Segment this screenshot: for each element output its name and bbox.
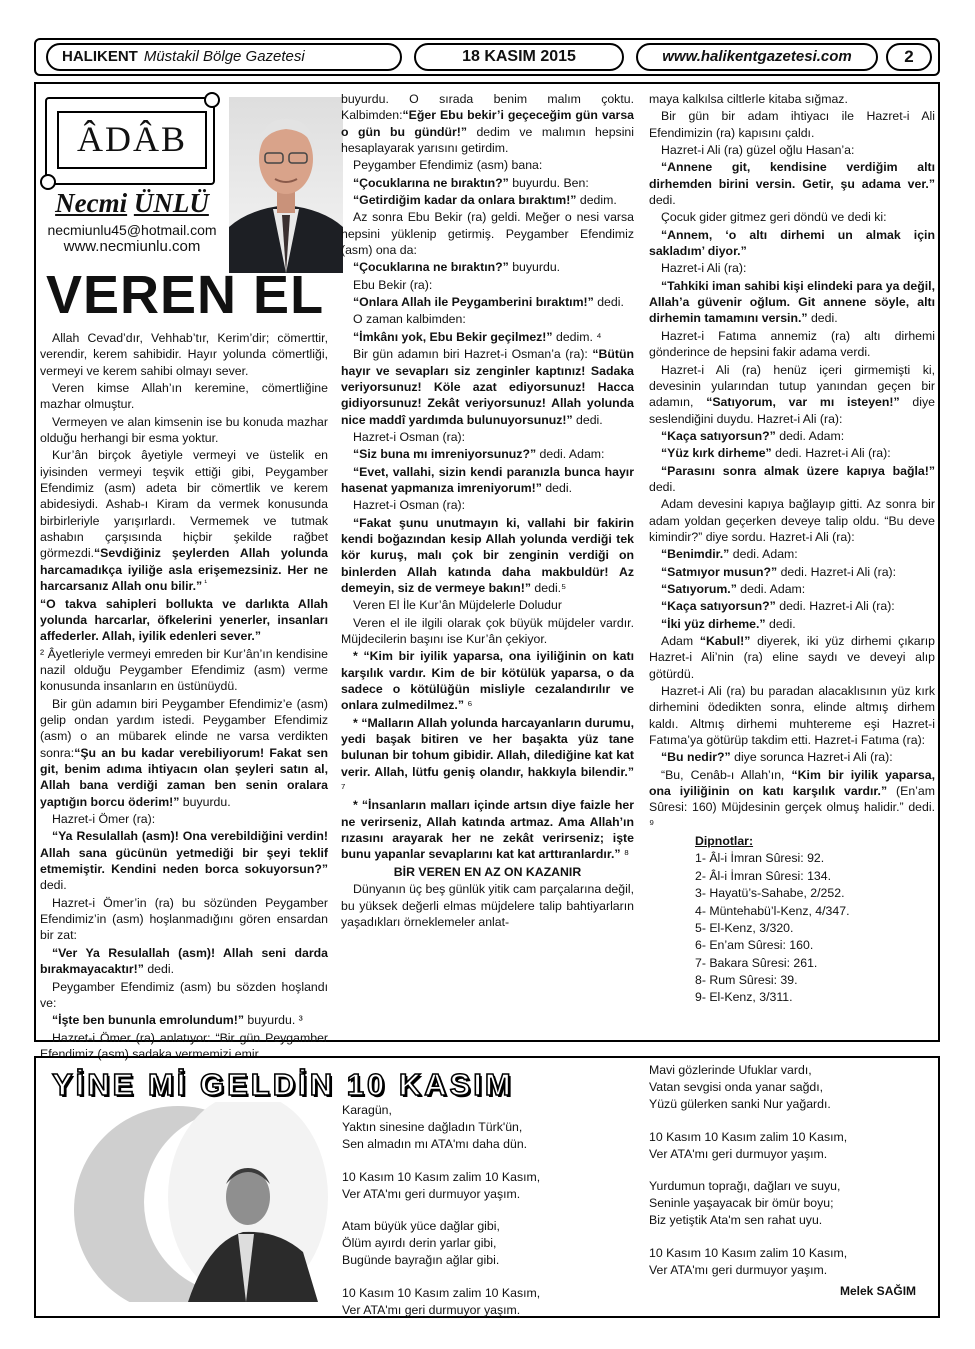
paragraph-text: ¹ [202, 578, 208, 588]
article-paragraph [649, 142, 935, 158]
paragraph-text: Ebu Bekir (ra): [353, 277, 433, 292]
article-paragraph [341, 346, 634, 428]
author-website[interactable]: www.necmiunlu.com [63, 237, 201, 255]
article-paragraph [341, 175, 634, 191]
article-paragraph [40, 895, 328, 944]
paragraph-text: Bir gün bir adam ihtiyacı ile Hazret-i Ali Efendimizin (ra) kapısını çaldı. [649, 109, 935, 140]
paragraph-text: Peygamber Efendimiz (asm) bu sözden hoşlandı ve: [40, 979, 328, 1010]
article-paragraph [40, 447, 328, 594]
article-paragraph [649, 767, 935, 832]
bold-quote: “Parasını sonra almak üzere kapıya bağla!” [661, 463, 935, 478]
issue-date: 18 KASIM 2015 [414, 43, 624, 71]
poem-title: YİNE Mİ GELDİN 10 KASIM [52, 1067, 514, 1102]
paragraph-text: ⁷ [341, 781, 346, 796]
article-paragraph [341, 192, 634, 208]
author-email[interactable]: necmiunlu45@hotmail.com [47, 221, 217, 238]
author-last-name: ÜNLÜ [133, 188, 209, 218]
paragraph-text: Adam [661, 634, 694, 648]
bold-quote: “Şu an bu kadar verebiliyorum! Fakat sen git, benim adıma ihtiyacın olan şeyleri satın al, Allah bana verdiği zaman ben senin oralara yaptığın borcu öderim!” [40, 745, 328, 809]
bold-quote: “Ya Resulallah (asm)! Ona verebildiğini verdin! Allah sana gücünün yetmediği bir şeyi teklif etmemiştir. Kendini neden borca sokuyorsun?” [40, 829, 328, 877]
paragraph-text: dedi. [40, 878, 67, 893]
paragraph-text: dedi. Hazret-i Ali (ra): [775, 599, 895, 614]
poem-stanza [649, 1178, 939, 1230]
paragraph-text: Hazret-i Ali (ra): [661, 261, 747, 276]
scroll-curl-icon [204, 92, 220, 108]
poem-line: Bugünde bayrağın ağlar gibi. [342, 1253, 500, 1268]
poem-stanza [342, 1285, 632, 1319]
paragraph-text: dedi. Adam: [536, 447, 605, 462]
article-paragraph [341, 648, 634, 713]
article-paragraph [40, 414, 328, 447]
poem-stanza [649, 1062, 939, 1114]
poem-line: Karagün, [342, 1103, 392, 1117]
bold-quote: “Siz buna mı imreniyorsunuz?” [353, 447, 537, 462]
poem-line: Atam büyük yüce dağlar gibi, [342, 1219, 500, 1234]
paragraph-text: buyurdu. Ben: [508, 175, 589, 190]
article-column-3 [649, 91, 935, 1007]
crescent-moon-portrait-icon [58, 1102, 338, 1302]
article-paragraph [40, 380, 328, 413]
article-paragraph [341, 464, 634, 497]
article-paragraph [341, 446, 634, 462]
bold-quote: “Bu nedir?” [661, 750, 731, 765]
article-paragraph [649, 683, 935, 748]
paragraph-text: dedi. [143, 962, 174, 977]
bold-quote: * “Kim bir iyilik yaparsa, ona iyiliğinin on katı karşılık vardır. Kim de bir kötülük yaparsa, o da sadece o kötülüğün misliyle cezalandırılır ve onlara zulmedilmez.” [341, 649, 634, 713]
paragraph-text: Kur’ân birçok âyetiyle vermeyi ve üstelik en iyisinden vermeyi teşvik ettiği gibi, Peygamber Efendimiz (asm) adeta bir cömertlik ve kerem abidesiydi. Ashab-ı Kiram da vermek konusunda birbirleriyle yarışırlardı. Vermemek ve tutmak ashabın çarşısında hiçbir şekilde rağbet görmezdi. [40, 448, 328, 561]
footnote-item: 7- Bakara Sûresi: 261. [695, 955, 818, 970]
poem-line: 10 Kasım 10 Kasım zalim 10 Kasım, [649, 1129, 848, 1144]
bold-quote: “Getirdiğim kadar da onlara bıraktım!” [353, 193, 577, 208]
bold-quote: “Annene git, kendisine verdiğim altı dirhemden birini versin. Getir, şu adama ver.” [649, 160, 935, 191]
article-paragraph [341, 615, 634, 648]
paragraph-text: Hazret-i Ömer (ra): [52, 812, 156, 827]
bold-quote: “Evet, vallahi, sizin kendi paranızla bunca hayır hasenat yapmanıza imreniyorum!” [341, 464, 634, 495]
poem-line: Sen almadın mı ATA'mı daha dün. [342, 1137, 528, 1152]
article-paragraph [649, 496, 935, 545]
poem-line: Vatan sevgisi onda yanar sağdı, [649, 1080, 824, 1095]
article-paragraph [341, 329, 634, 345]
bold-quote: “Yüz kırk dirheme” [661, 446, 772, 461]
page-number: 2 [886, 43, 932, 71]
paragraph-text: Hazret-i Ali (ra) bu paradan alacaklısının yüz kırk dirhemini ödedikten sonra, elinde altmış dirhem kaldı. Altmış dirhemi muhtereme eşi Hazret-i Fatıma’ya götürüp takdim etti. Hazret-i Fatıma (ra): [649, 684, 935, 748]
poem-line: Biz yetiştik Ata'm sen rahat uyu. [649, 1213, 823, 1228]
article-paragraph [341, 715, 634, 797]
paragraph-text: Hazret-i Ali (ra) güzel oğlu Hasan’a: [661, 143, 855, 158]
poem-line: Seninle yaşayacak bir ömür boyu; [649, 1196, 834, 1211]
article-paragraph [40, 330, 328, 379]
bold-quote: “Fakat şunu unutmayın ki, vallahi bir fakirin kendi boğazından kesip Allah yolunda verdiği tek kör kuruş, malı çok bir zenginin verdiği on binlerden Allah katında daha makbuldür! Az demeyin, siz de vermeye bakın!” [341, 515, 634, 595]
article-paragraph [649, 108, 935, 141]
paragraph-text: dedi. [541, 480, 573, 495]
article-paragraph [341, 294, 634, 310]
paragraph-text: Veren el ile ilgili olarak çok büyük müjdeler vardır. Müjdecilerin başını ise Kur’ân çekiyor. [341, 615, 634, 646]
bold-quote: “Kabul!” [693, 634, 751, 648]
paragraph-text: “Bu, Cenâb-ı Allah’ın, [661, 767, 785, 782]
footnote-item: 5- El-Kenz, 3/320. [695, 920, 794, 935]
article-paragraph [341, 515, 634, 597]
paragraph-text: dedi. Hazret-i Ali (ra): [771, 446, 891, 461]
paragraph-text: buyurdu. [508, 260, 561, 275]
bold-quote: “Benimdir.” [661, 547, 730, 562]
poem-stanza [342, 1102, 632, 1154]
article-paragraph [341, 91, 634, 156]
article-paragraph [649, 445, 935, 461]
paper-name-box [46, 43, 402, 71]
bold-quote: “Satıyorum.” [661, 581, 737, 596]
paragraph-text: diye sorunca Hazret-i Ali (ra): [730, 750, 893, 765]
footnote-item: 2- Âl-i İmran Sûresi: 134. [695, 868, 831, 883]
poem-line: Ver ATA'mı geri durmuyor yaşım. [342, 1186, 521, 1201]
article-paragraph [649, 328, 935, 361]
article-paragraph [649, 91, 935, 107]
article-paragraph [649, 546, 935, 562]
paragraph-text: Hazret-i Fatıma annemiz (ra) altı dirhemi gönderince de hepsini fakir adama verdi. [649, 328, 935, 360]
paragraph-text: Veren kimse Allah’ın keremine, cömertliğine mazhar olmuştur. [40, 381, 328, 412]
paragraph-text: O zaman kalbimden: [353, 312, 466, 327]
article-paragraph [341, 881, 634, 930]
paragraph-text: dedi. [593, 295, 624, 310]
bold-quote: “Çocuklarına ne bıraktın?” [353, 260, 509, 275]
article-paragraph [341, 797, 634, 862]
article-paragraph [649, 633, 935, 682]
article-paragraph [341, 429, 634, 445]
article-paragraph [649, 749, 935, 765]
article-paragraph [649, 616, 935, 632]
article-paragraph [341, 157, 634, 173]
paragraph-text: Hazret-i Osman (ra): [353, 429, 466, 444]
article-paragraph [649, 362, 935, 427]
paragraph-text: Adam devesini kapıya bağlayıp gitti. Az sonra bir adam yoldan geçerken deveye talip oldu. “Bu deve kimindir?” diye sordu. Hazret-i Ali (ra): [649, 497, 935, 544]
poem-column-right [649, 1062, 939, 1294]
paragraph-text: Hazret-i Ömer’in (ra) bu sözünden Peygamber Efendimiz’in (asm) hoşlanmadığını gören ensardan bir zat: [40, 895, 328, 943]
paragraph-text: Dünyanın üç beş günlük yitik cam parçalarına değil, bu yüksek değerli elmas müjdelere talip bahtiyarların yaşadıkları örneklemeler anlat- [341, 882, 634, 929]
poem-line: 10 Kasım 10 Kasım zalim 10 Kasım, [342, 1169, 541, 1184]
article-paragraph [341, 209, 634, 258]
paper-subtitle: Müstakil Bölge Gazetesi [143, 48, 305, 66]
bold-quote: “Sevdiğiniz şeylerden Allah yolunda harcamadıkça iyiliğe asla erişemezsiniz. Her ne harcarsanız Allah onu bilir.” [40, 546, 328, 594]
article-paragraph [649, 581, 935, 597]
article-paragraph [649, 159, 935, 208]
paragraph-text: buyurdu. [179, 794, 231, 809]
bold-quote: “O takva sahipleri bollukta ve darlıkta Allah yolunda harcarlar, öfkelerini yenerler, insanları affederler. Allah, iyilik edenleri sever.” [40, 596, 328, 644]
article-paragraph [40, 828, 328, 893]
paragraph-text: dedim. ⁴ [552, 329, 602, 344]
paragraph-text: maya kalkılsa ciltlerle kitaba sığmaz. [649, 92, 848, 106]
poem-stanza [649, 1129, 939, 1163]
article-paragraph [341, 597, 634, 613]
paragraph-text: Hazret-i Ali (ra) henüz içeri girmemişti ki, devesinin yularından tutup yanından geçen bir adamın, [649, 362, 935, 410]
article-paragraph [341, 277, 634, 293]
bold-quote: “Ver Ya Resulallah (asm)! Allah seni darda bırakmayacaktır!” [40, 945, 328, 977]
poem-line: Ver ATA'mı geri durmuyor yaşım. [342, 1302, 521, 1317]
article-paragraph [649, 428, 935, 444]
article-paragraph [341, 311, 634, 327]
paragraph-text: diyerek, iki yüz dirhemi çıkarıp Hazret-i Ali’nin (ra) eline saydı ve deveyi alıp götürdü. [649, 634, 935, 681]
article-column-2 [341, 91, 634, 931]
poem-line: Yüzü gülerken sanki Nur yağardı. [649, 1097, 831, 1112]
bold-quote: “Kaça satıyorsun?” [661, 599, 776, 614]
article-paragraph [649, 598, 935, 614]
footnotes-title: Dipnotlar: [695, 834, 754, 849]
paragraph-text: (En’am Sûresi: 160) Müjdesinin gerçek olmuş halidir.” dedi. ⁹ [649, 784, 935, 831]
article-paragraph [40, 1012, 328, 1028]
paragraph-text: dedim. [576, 193, 617, 208]
article-paragraph [649, 564, 935, 580]
article-paragraph [341, 497, 634, 513]
bold-quote: “Annem, ‘o altı dirhemi un almak için sakladım’ diyor.” [649, 227, 935, 259]
bold-quote: * “İnsanların malları içinde artsın diye faizle her ne verirseniz, Allah katında artmaz. Ama Allah’ın rızasını arayarak her ne zekât verirseniz; işte bunu yapanlar sevaplarını kat kat arttıranlardır.” [341, 798, 634, 862]
page-header [34, 38, 940, 76]
paper-website[interactable]: www.halikentgazetesi.com [636, 43, 878, 71]
article-paragraph [341, 864, 634, 880]
paragraph-text: dedi. Hazret-i Ali (ra): [777, 564, 897, 579]
article-paragraph [341, 259, 634, 275]
poem-line: Ölüm ayırdı derin yarlar gibi, [342, 1236, 497, 1251]
poem-line: Ver ATA'mı geri durmuyor yaşım. [649, 1262, 828, 1277]
paragraph-text: dedim ve malımın hepsini hesaplayarak yarısını getirdim. [341, 124, 635, 156]
bold-quote: “Kim bir iyilik yaparsa, ona iyiliğinin on katı karşılık vardır.” [649, 767, 935, 799]
footnotes [649, 833, 935, 1005]
poem-line: Yaktın sinesine dağladın Türk'ün, [342, 1120, 523, 1135]
paragraph-text: Az sonra Ebu Bekir (ra) geldi. Meğer o nesi varsa hepsini yüklenip getirmiş. Peygamber Efendimiz (asm) ona da: [341, 210, 634, 258]
poem-line: Ver ATA'mı geri durmuyor yaşım. [649, 1146, 828, 1161]
poem-signature: Melek SAĞIM [840, 1284, 917, 1298]
poem-line: 10 Kasım 10 Kasım zalim 10 Kasım, [649, 1245, 848, 1260]
footnote-item: 4- Müntehabü’l-Kenz, 4/347. [695, 903, 850, 918]
poem-stanza [649, 1245, 939, 1279]
paragraph-text: dedi. [649, 193, 676, 208]
article-paragraph [649, 463, 935, 496]
paragraph-text: Vermeyen ve alan kimsenin ise bu konuda mazhar olduğu herhangi bir esma yoktur. [40, 414, 328, 446]
bold-quote: “Çocuklarına ne bıraktın?” [353, 175, 509, 190]
paragraph-text: ⁸ [620, 847, 630, 862]
bold-quote: “İşte ben bununla emrolundum!” [52, 1013, 244, 1028]
paragraph-text: ² Âyetleriyle vermeyi emreden bir Kur’ân’ın kendisine nazil olduğu Peygamber Efendimiz (asm) verme konusunda insanların en üstünüydü. [40, 646, 328, 694]
paragraph-text: dedi. Adam: [775, 428, 845, 443]
column-logo [45, 97, 215, 185]
paragraph-text: Allah Cevad’dır, Vehhab’tır, Kerim’dir; cömerttir, verendir, kerem sahibidir. Hayır yolunda cömertliği, vermeyi ve kerem sahibi olmayı sever. [40, 331, 328, 378]
column-logo-text: ÂDÂB [57, 111, 207, 169]
paragraph-text: diye seslendiğini duydu. Hazret-i Ali (ra): [649, 395, 935, 426]
bold-quote: “Satıyorum, var mı isteyen!” [693, 395, 900, 410]
article-column-1 [40, 330, 328, 1063]
bold-quote: BİR VEREN EN AZ ON KAZANIR [393, 864, 582, 879]
paragraph-text: Çocuk gider gitmez geri döndü ve dedi ki: [661, 210, 887, 225]
poem-line: Mavi gözlerinde Ufuklar vardı, [649, 1063, 812, 1077]
bold-quote: “Eğer Ebu bekir’i geçeceğim gün varsa o gün bu gündür!” [341, 108, 634, 139]
bold-quote: “Onlara Allah ile Peygamberini bıraktım!” [353, 295, 594, 310]
paragraph-text: dedi. Adam: [736, 581, 806, 596]
article-paragraph [649, 209, 935, 225]
author-first-name: Necmi [55, 188, 128, 218]
poem-line: Yurdumun toprağı, dağları ve suyu, [649, 1179, 841, 1194]
paragraph-text: dedi.⁵ [531, 580, 567, 595]
author-photo [229, 97, 343, 273]
article-paragraph [649, 227, 935, 260]
footnote-item: 1- Âl-i İmran Sûresi: 92. [695, 851, 825, 866]
poem-stanza [342, 1218, 632, 1270]
bold-quote: “İmkânı yok, Ebu Bekir geçilmez!” [353, 329, 553, 344]
footnote-item: 6- En’am Sûresi: 160. [695, 938, 814, 953]
article-paragraph [40, 979, 328, 1012]
footnote-item: 3- Hayatü’s-Sahabe, 2/252. [695, 886, 845, 901]
article-title: VEREN EL [46, 265, 325, 325]
paragraph-text: dedi. [807, 311, 838, 326]
article-paragraph [40, 811, 328, 827]
bold-quote: * “Malların Allah yolunda harcayanların durumu, yedi başak bitiren ve her başakta yüz tane bulunan bir tohum gibidir. Allah, dilediğine kat kat verir. Allah, lütfu geniş olandır, hakkıyla bilendir.” [341, 715, 634, 779]
article-paragraph [40, 696, 328, 810]
paragraph-text: dedi. [765, 616, 796, 631]
paragraph-text: dedi. [649, 479, 676, 494]
paper-name: HALIKENT [62, 48, 138, 66]
paragraph-text: ⁶ [464, 698, 473, 713]
article-paragraph [40, 596, 328, 645]
article-paragraph [649, 278, 935, 327]
paragraph-text: dedi. [572, 412, 603, 427]
article-paragraph [40, 646, 328, 695]
author-block [42, 186, 222, 255]
poem-column-left [342, 1102, 632, 1334]
bold-quote: “Satmıyor musun?” [661, 564, 778, 579]
paragraph-text: buyurdu. O sırada benim malım çoktu. Kalbimden: [341, 92, 634, 123]
paragraph-text: Bir gün adamın biri Peygamber Efendimiz’e (asm) gelip ondan yardım istedi. Peygamber Efendimiz (asm) o an mübarek elinde ne varsa verdikten sonra: [40, 696, 328, 760]
author-portrait-icon [229, 97, 343, 273]
author-name [42, 186, 222, 222]
paragraph-text: Hazret-i Osman (ra): [353, 498, 466, 513]
bold-quote: “İki yüz dirheme.” [661, 616, 766, 631]
poem-stanza [342, 1169, 632, 1203]
footnote-item: 8- Rum Sûresi: 39. [695, 972, 798, 987]
poem-line: 10 Kasım 10 Kasım zalim 10 Kasım, [342, 1285, 541, 1300]
bold-quote: “Tahkiki iman sahibi kişi elindeki para ya değil, Allah’a güvenir oğlum. Git annene söyle, altı dirhemin tamamını versin.” [649, 278, 935, 326]
article-paragraph [40, 945, 328, 978]
bold-quote: “Bütün hayır ve sevapları siz zenginler kaptınız! Sadaka veriyorsunuz! Köle azat ediyorsunuz! Hacca gidiyorsunuz! Zekât veriyorsunuz! Allah yolunda nice maddî yardımda bulunuyorsunuz!” [341, 347, 634, 427]
bold-quote: “Kaça satıyorsun?” [661, 428, 776, 443]
paragraph-text: Peygamber Efendimiz (asm) bana: [353, 158, 543, 173]
paragraph-text: buyurdu. ³ [243, 1013, 303, 1028]
article-paragraph [649, 260, 935, 276]
footnote-item: 9- El-Kenz, 3/311. [695, 990, 793, 1005]
paragraph-text: Bir gün adamın biri Hazret-i Osman’a (ra): [353, 347, 588, 362]
paragraph-text: Hazret-i Ömer (ra) anlatıyor: “Bir gün Peygamber Efendimiz (asm) sadaka vermemizi emir [40, 1030, 328, 1061]
paragraph-text: dedi. Adam: [729, 547, 798, 562]
paragraph-text: Veren El İle Kur’ân Müjdelerle Doludur [353, 598, 562, 613]
